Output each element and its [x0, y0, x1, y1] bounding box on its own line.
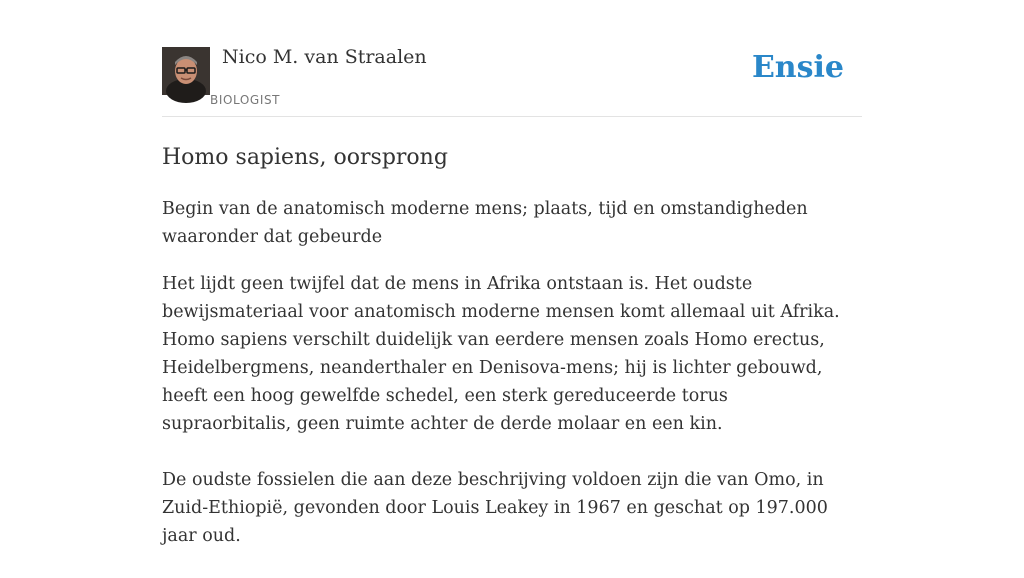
article-header	[162, 0, 862, 117]
article-paragraph: Het lijdt geen twijfel dat de mens in Afrika ontstaan is. Het oudste bewijsmateriaal voor anatomisch moderne mensen komt allemaal uit Afrika. Homo sapiens verschilt duidelijk van eerdere mensen zoals Homo erectus, Heidelbergmens, neanderthaler en Denisova-mens; hij is lichter gebouwd, heeft een hoog gewelfde schedel, een sterk gereduceerde torus supraorbitalis, geen ruimte achter de derde molaar en een kin.	[162, 274, 840, 434]
article-subtitle: Begin van de anatomisch moderne mens; plaats, tijd en omstandigheden waaronder dat gebeurde	[162, 199, 808, 247]
article-title: Homo sapiens, oorsprong	[162, 145, 448, 170]
author-portrait-icon	[162, 47, 210, 95]
article-body	[162, 270, 862, 550]
article-paragraph: De oudste fossielen die aan deze beschrijving voldoen zijn die van Omo, in Zuid-Ethiopië, gevonden door Louis Leakey in 1967 en geschat op 197.000 jaar oud.	[162, 470, 828, 546]
author-avatar[interactable]	[162, 47, 210, 95]
article-container	[162, 0, 862, 578]
author-role: BIOLOGIST	[210, 93, 281, 107]
author-name[interactable]: Nico M. van Straalen	[222, 46, 427, 68]
brand-logo[interactable]: Ensie	[751, 50, 844, 85]
